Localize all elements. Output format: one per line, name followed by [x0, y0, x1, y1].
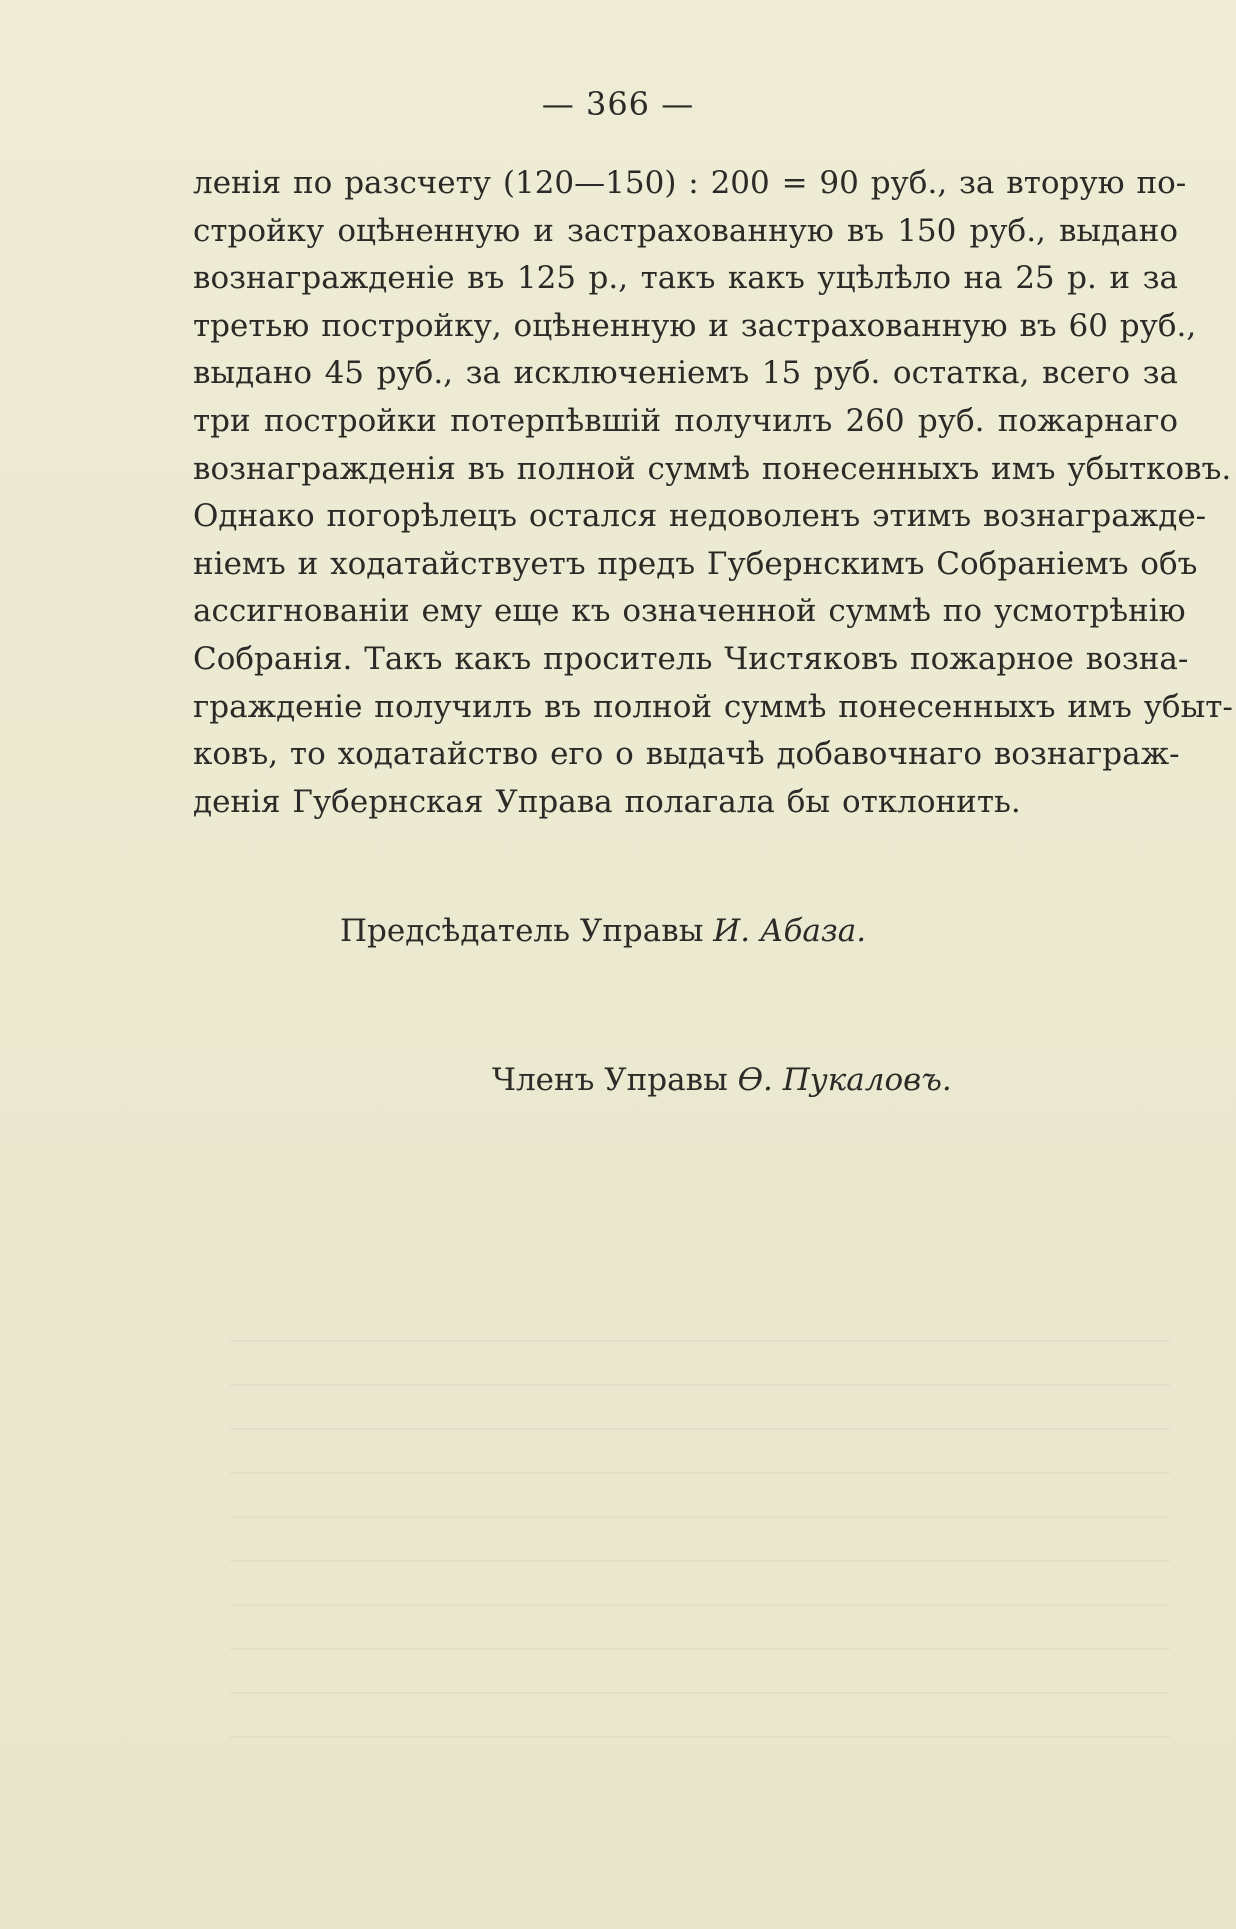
- show-through-texture: [230, 1340, 1170, 1760]
- text-line: вознагражденія въ полной суммѣ понесенныхъ имъ убытковъ.: [193, 450, 1232, 487]
- page-number: — 366 —: [541, 85, 695, 123]
- text-line: ковъ, то ходатайство его о выдачѣ добавочнаго вознаграж-: [193, 736, 1180, 773]
- member-title: Членъ Управы: [492, 1062, 728, 1098]
- text-line: третью постройку, оцѣненную и застрахованную въ 60 руб.,: [193, 307, 1197, 344]
- chairman-name: И. Абаза.: [713, 913, 867, 949]
- text-line: Собранія. Такъ какъ проситель Чистяковъ пожарное возна-: [193, 640, 1189, 677]
- text-line: стройку оцѣненную и застрахованную въ 150 руб., выдано: [193, 212, 1178, 249]
- body-paragraph: [193, 160, 1233, 826]
- text-line: гражденіе получилъ въ полной суммѣ понесенныхъ имъ убыт-: [193, 688, 1233, 725]
- text-line: денія Губернская Управа полагала бы отклонить.: [193, 783, 1021, 820]
- text-line: ленія по разсчету (120—150) : 200 = 90 руб., за вторую по-: [193, 165, 1187, 201]
- text-line: вознагражденіе въ 125 р., такъ какъ уцѣлѣло на 25 р. и за: [193, 260, 1178, 297]
- text-line: три постройки потерпѣвшій получилъ 260 руб. пожарнаго: [193, 402, 1178, 439]
- text-line: ассигнованіи ему еще къ означенной суммѣ по усмотрѣнію: [193, 593, 1186, 630]
- member-name: Ѳ. Пукаловъ.: [737, 1062, 952, 1098]
- chairman-signature: [340, 913, 866, 949]
- text-line: выдано 45 руб., за исключеніемъ 15 руб. остатка, всего за: [193, 355, 1178, 392]
- chairman-title: Предсѣдатель Управы: [340, 913, 704, 949]
- text-line: Однако погорѣлецъ остался недоволенъ этимъ вознагражде-: [193, 498, 1207, 535]
- member-signature: [492, 1062, 952, 1098]
- text-line: ніемъ и ходатайствуетъ предъ Губернскимъ Собраніемъ объ: [193, 545, 1198, 582]
